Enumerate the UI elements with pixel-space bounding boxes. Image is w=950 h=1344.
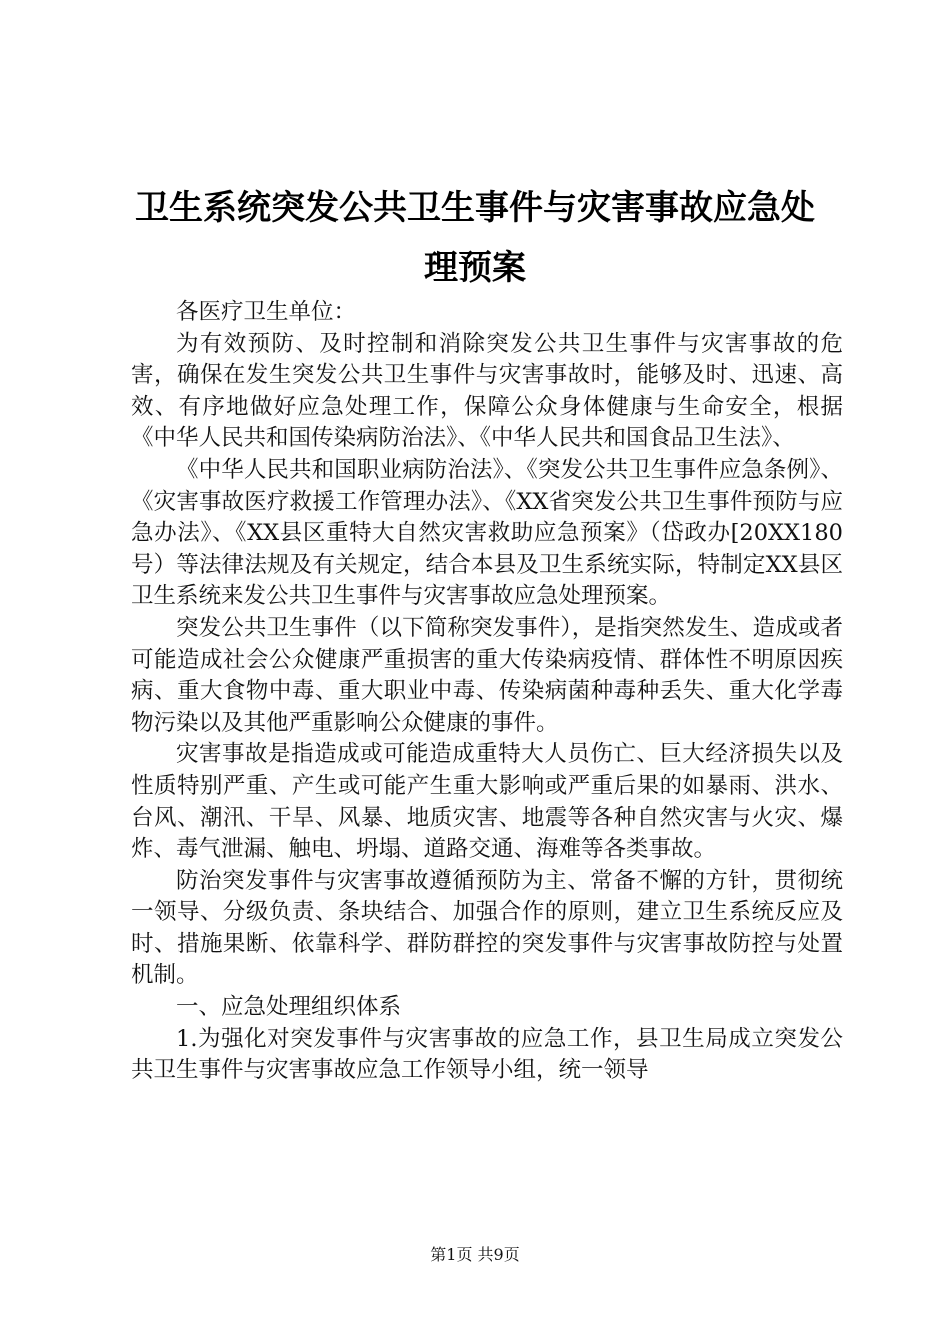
paragraph-legal-basis: 《中华人民共和国职业病防治法》、《突发公共卫生事件应急条例》、《灾害事故医疗救援工作管理办法》、《XX省突发公共卫生事件预防与应急办法》、《XX县区重特大自然灾害救助应急预案》（岱政办[20XX180号）等法律法规及有关规定，结合本县及卫生系统实际，特制定XX县区卫生系统来发公共卫生事件与灾害事故应急处理预案。 <box>131 456 843 610</box>
document-body <box>131 297 843 1087</box>
salutation: 各医疗卫生单位： <box>176 299 357 325</box>
paragraph-principles: 防治突发事件与灾害事故遵循预防为主、常备不懈的方针，贯彻统一领导、分级负责、条块结合、加强合作的原则，建立卫生系统反应及时、措施果断、依靠科学、群防群控的突发事件与灾害事故防控与处置机制。 <box>131 867 843 989</box>
page-number-footer: 第1页 共9页 <box>430 1245 520 1264</box>
paragraph-definition-public-health: 突发公共卫生事件（以下简称突发事件），是指突然发生、造成或者可能造成社会公众健康严重损害的重大传染病疫情、群体性不明原因疾病、重大食物中毒、重大职业中毒、传染病菌种毒种丢失、重大化学毒物污染以及其他严重影响公众健康的事件。 <box>131 614 843 736</box>
document-title-line-2: 理预案 <box>424 248 526 288</box>
section-heading-organization: 一、应急处理组织体系 <box>176 994 402 1021</box>
paragraph-purpose: 为有效预防、及时控制和消除突发公共卫生事件与灾害事故的危害，确保在发生突发公共卫生事件与灾害事故时，能够及时、迅速、高效、有序地做好应急处理工作，保障公众身体健康与生命安全，根据《中华人民共和国传染病防治法》、《中华人民共和国食品卫生法》、 <box>131 330 843 452</box>
document-title-line-1: 卫生系统突发公共卫生事件与灾害事故应急处 <box>135 188 815 228</box>
paragraph-definition-disaster: 灾害事故是指造成或可能造成重特大人员伤亡、巨大经济损失以及性质特别严重、产生或可能产生重大影响或严重后果的如暴雨、洪水、台风、潮汛、干旱、风暴、地质灾害、地震等各种自然灾害与火灾、爆炸、毒气泄漏、触电、坍塌、道路交通、海难等各类事故。 <box>131 741 843 863</box>
paragraph-item-1: 1.为强化对突发事件与灾害事故的应急工作，县卫生局成立突发公共卫生事件与灾害事故应急工作领导小组，统一领导 <box>131 1025 843 1084</box>
